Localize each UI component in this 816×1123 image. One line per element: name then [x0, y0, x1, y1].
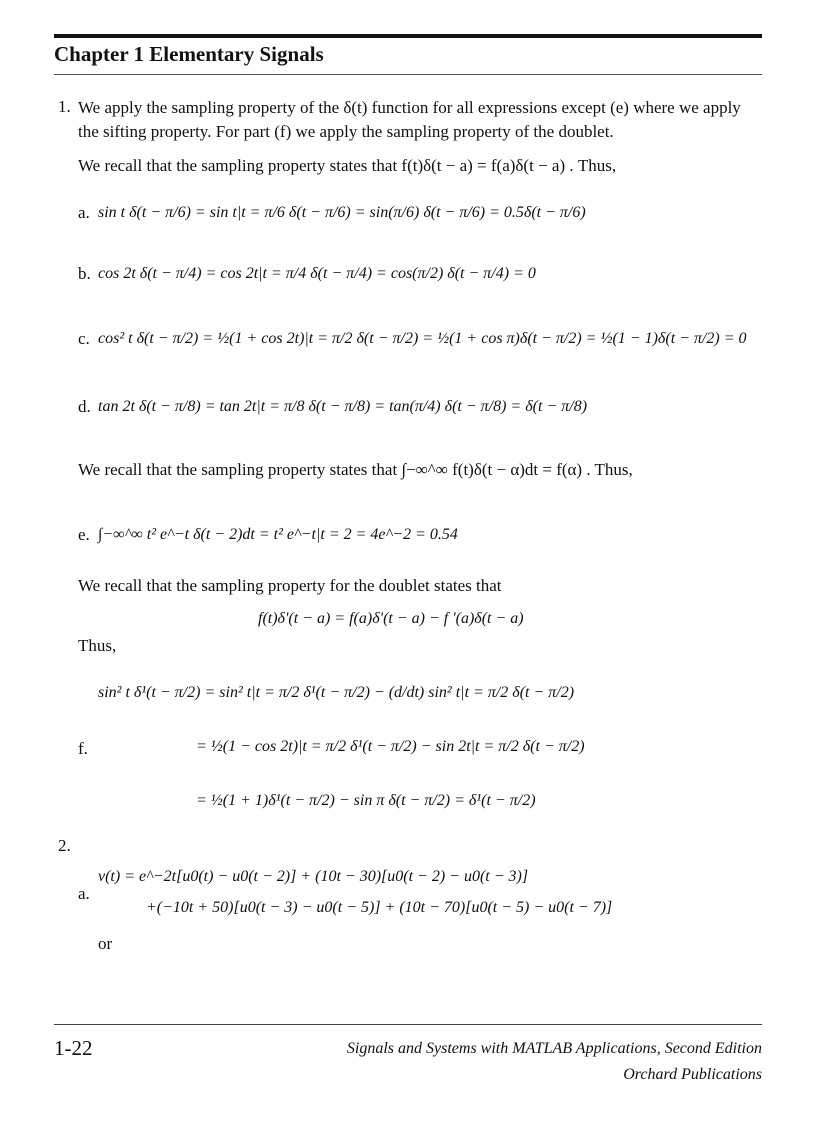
- part-d-expression: tan 2t δ(t − π/8) = tan 2t|t = π/8 δ(t − π/8) = tan(π/4) δ(t − π/8) = δ(t − π/8): [98, 398, 588, 415]
- or-text: or: [98, 934, 113, 953]
- sampling-property-statement: We recall that the sampling property states that f(t)δ(t − a) = f(a)δ(t − a) . Thus,: [78, 156, 617, 175]
- part-f-label: f.: [78, 739, 88, 758]
- thus-text: Thus,: [78, 636, 117, 655]
- part-a-label: a.: [78, 203, 90, 222]
- problem-1-intro: We apply the sampling property of the δ(t) function for all expressions except (e) where we apply the sifting property. For part (f) we apply the sampling property of the doublet.: [78, 98, 741, 141]
- part-e-label: e.: [78, 525, 90, 544]
- part-f-line-3: = ½(1 + 1)δ¹(t − π/2) − sin π δ(t − π/2) = δ¹(t − π/2): [196, 792, 536, 809]
- publisher: Orchard Publications: [623, 1066, 762, 1083]
- title-underline: [54, 74, 762, 75]
- part-a-expression: sin t δ(t − π/6) = sin t|t = π/6 δ(t − π/6) = sin(π/6) δ(t − π/6) = 0.5δ(t − π/6): [98, 204, 586, 221]
- part-e-expression: ∫−∞^∞ t² e^−t δ(t − 2)dt = t² e^−t|t = 2 = 4e^−2 = 0.54: [98, 526, 458, 543]
- problem-2-part-a-line-2: +(−10t + 50)[u0(t − 3) − u0(t − 5)] + (10t − 70)[u0(t − 5) − u0(t − 7)]: [146, 899, 613, 916]
- part-c-label: c.: [78, 329, 90, 348]
- problem-2-part-a-label: a.: [78, 884, 90, 903]
- page-number: 1-22: [54, 1036, 93, 1060]
- doublet-formula: f(t)δ'(t − a) = f(a)δ'(t − a) − f '(a)δ(t − a): [258, 610, 524, 627]
- problem-1-number: 1.: [58, 97, 71, 116]
- part-c-expression: cos² t δ(t − π/2) = ½(1 + cos 2t)|t = π/2 δ(t − π/2) = ½(1 + cos π)δ(t − π/2) = ½(1 − 1)δ(t − π/2) = 0: [98, 330, 747, 347]
- part-f-line-2: = ½(1 − cos 2t)|t = π/2 δ¹(t − π/2) − sin 2t|t = π/2 δ(t − π/2): [196, 738, 585, 755]
- sifting-property-statement: We recall that the sampling property states that ∫−∞^∞ f(t)δ(t − α)dt = f(α) . Thus,: [78, 460, 633, 479]
- footer-rule: [54, 1024, 762, 1025]
- part-b-label: b.: [78, 264, 91, 283]
- part-f-line-1: sin² t δ¹(t − π/2) = sin² t|t = π/2 δ¹(t − π/2) − (d/dt) sin² t|t = π/2 δ(t − π/2): [98, 684, 575, 701]
- part-b-expression: cos 2t δ(t − π/4) = cos 2t|t = π/4 δ(t − π/4) = cos(π/2) δ(t − π/4) = 0: [98, 265, 536, 282]
- problem-2-part-a-line-1: v(t) = e^−2t[u0(t) − u0(t − 2)] + (10t − 30)[u0(t − 2) − u0(t − 3)]: [98, 868, 529, 885]
- book-title: Signals and Systems with MATLAB Applications, Second Edition: [346, 1040, 762, 1057]
- top-rule: [54, 34, 762, 38]
- chapter-title: Chapter 1 Elementary Signals: [54, 42, 324, 66]
- doublet-property-statement: We recall that the sampling property for the doublet states that: [78, 576, 502, 595]
- problem-2-number: 2.: [58, 836, 71, 855]
- part-d-label: d.: [78, 397, 91, 416]
